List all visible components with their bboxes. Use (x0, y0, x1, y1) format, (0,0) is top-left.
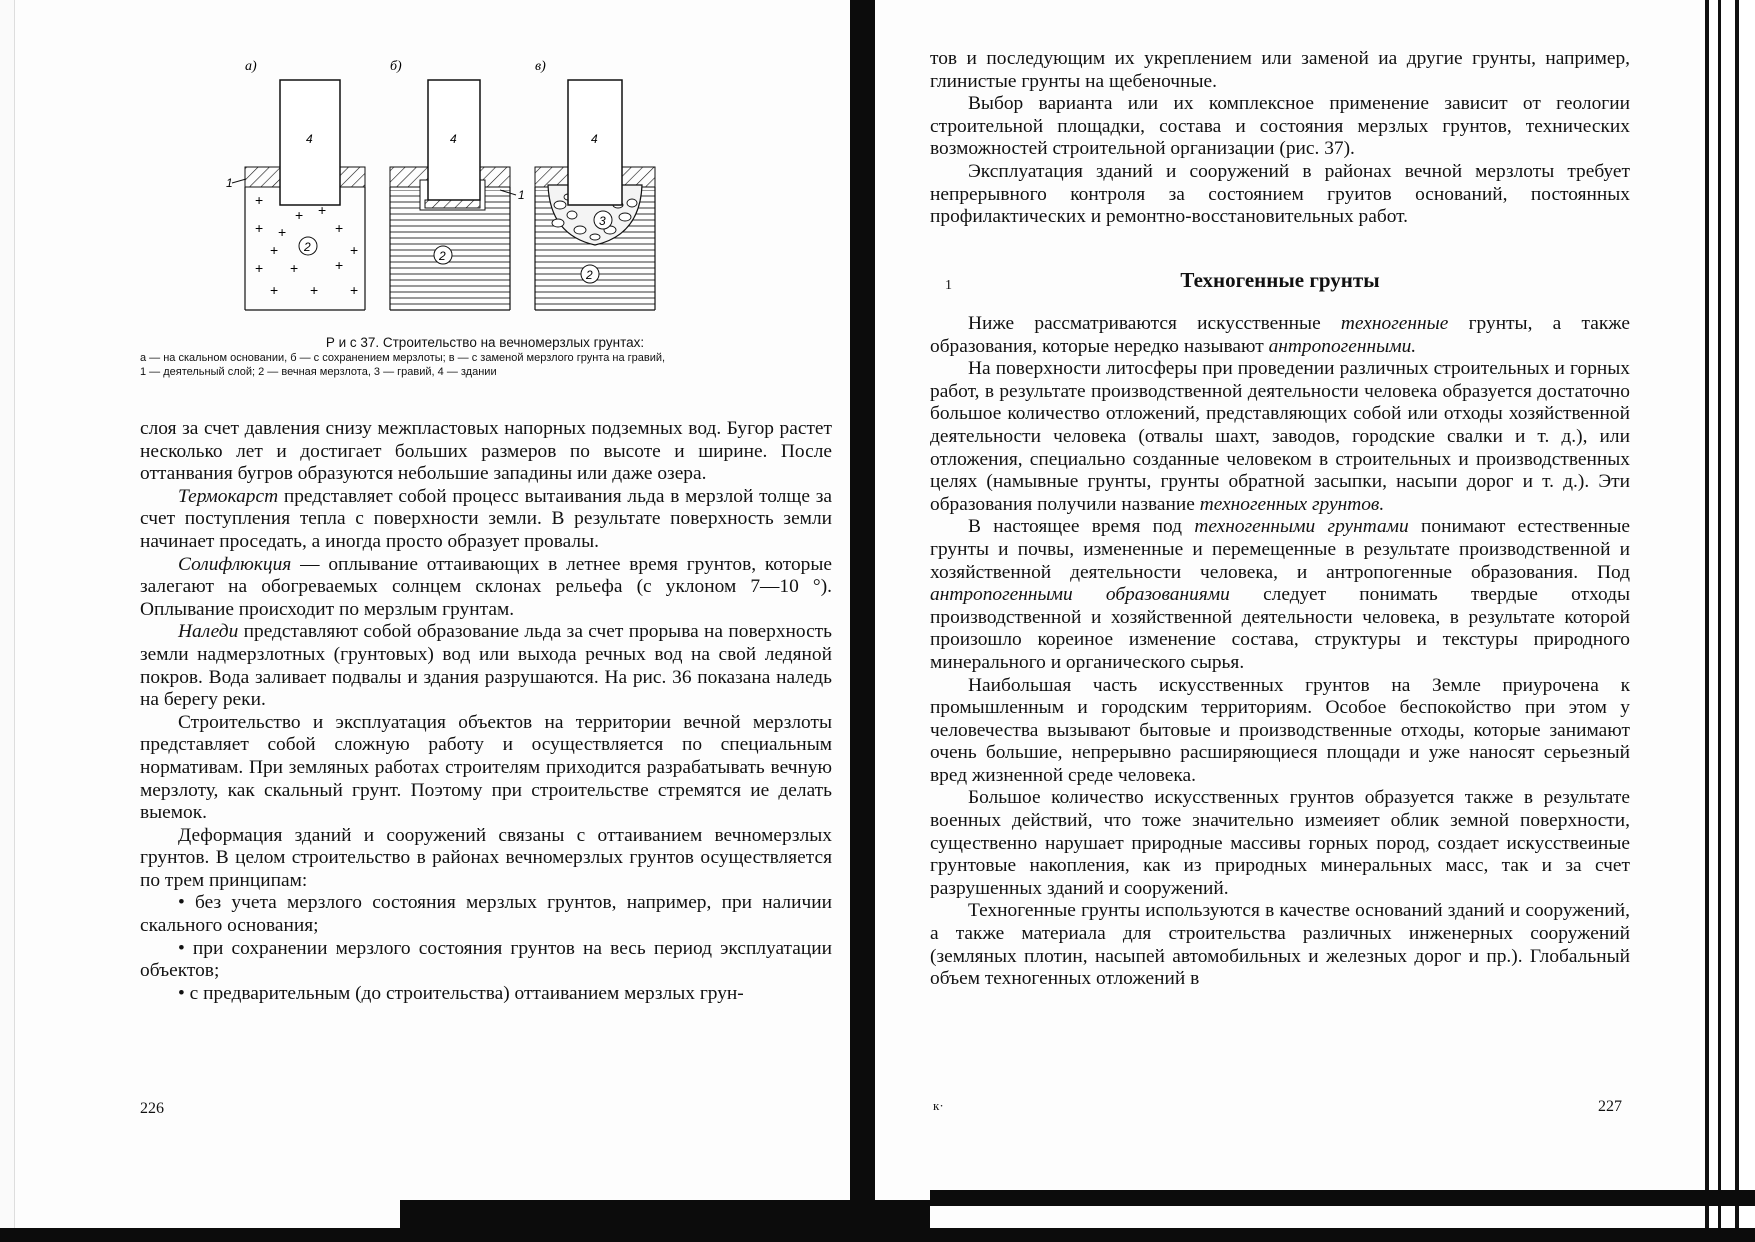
page-number-left: 226 (140, 1100, 164, 1117)
caption-line-1: а — на скальном основании, б — с сохранением мерзлоты; в — с заменой мерзлого грунта на гравий, (140, 352, 666, 364)
book-binding (850, 0, 875, 1242)
paragraph: Наибольшая часть искусственных грунтов на Земле приурочена к промышленным и городским территориям. Особое беспокойство при этом у человечества вызывают бытовые и производственные отходы, которые занимают очень большие, непрерывно расширяющиеся площади и уже наносят серьезный вред жизненной среде человека. (930, 674, 1630, 786)
gravel-mark: 3 (599, 214, 606, 228)
panel-c (535, 80, 655, 310)
term: Солифлюкция (178, 553, 292, 575)
paragraph: Большое количество искусственных грунтов образуется также в результате военных действий, что тоже значительно измеияет облик земной поверхности, существенно нарушает природные массивы горных пород, создает искусствеиные грунтовые накопления, как из природных минеральных масс, так и за счет разрушенных зданий и сооружений. (930, 787, 1630, 899)
svg-text:+: + (335, 220, 344, 236)
paragraph: На поверхности литосферы при проведении различных строительных и горных работ, в результате производственной деятельности человека образуется достаточно большое количество отложений, представляющих собой или отходы хозяйственной деятельности человека (отвалы шахт, заводов, городские свалки и т. д.), или отложения, специально созданные человеком в строительных и производственных целях (намывные грунты, грунты обратной засыпки, насыпи дорог и т. д.). Эти образования получили название техногенных грунтов. (930, 358, 1630, 515)
scan-bottom-shadow-center (400, 1200, 930, 1242)
paragraph: Техногенные грунты используются в качестве оснований зданий и сооружений, а также материала для строительства различных инженерных сооружений (земляных плотин, насыпей автомобильных и железных дорог и пр.). Глобальный объем техногенных отложений в (930, 900, 1630, 990)
paragraph: Деформация зданий и сооружений связаны с оттаиванием вечномерзлых грунтов. В целом строительство в районах вечномерзлых грунтов осуществляется по трем принципам: (140, 824, 832, 891)
right-page (875, 0, 1705, 1242)
frozen-mark-c: 2 (586, 268, 593, 282)
paragraph: Выбор варианта или их комплексное применение зависит от геологии строительной площадки, состава и состояния мерзлых грунтов, технических возможностей строительной организации (рис. 37). (930, 93, 1630, 160)
caption-title: Р и с 37. Строительство на вечномерзлых грунтах: (325, 335, 645, 350)
frozen-mark-b: 2 (439, 249, 446, 263)
panel-b (390, 80, 525, 310)
term: техногенных грунтов. (1199, 493, 1385, 515)
page-number-right: 227 (1598, 1098, 1622, 1115)
term: Наледи (178, 621, 239, 643)
figure-37 (200, 55, 760, 320)
left-body-text (140, 418, 832, 1005)
svg-text:+: + (255, 192, 264, 208)
svg-text:+: + (318, 202, 327, 218)
svg-text:+: + (278, 224, 287, 240)
term: техногенными грунтами (1194, 516, 1409, 538)
svg-text:+: + (270, 242, 279, 258)
frozen-mark-a: 2 (304, 240, 311, 254)
paragraph: Эксплуатация зданий и сооружений в районах вечной мерзлоты требует непрерывного контроля за состоянием груитов оснований, постоянных профилактических и ремонтно-восстановительных работ. (930, 160, 1630, 228)
paragraph: слоя за счет давления снизу межпластовых напорных подземных вод. Бугор растет несколько лет и достигает больших размеров по высоте и ширине. После оттанвания бугров образуются небольшие западины или даже озера. (140, 418, 832, 485)
paragraph: тов и последующим их укреплением или заменой иа другие грунты, например, глинистые грунты на щебеночные. (930, 48, 1630, 92)
svg-text:+: + (290, 260, 299, 276)
svg-text:+: + (270, 282, 279, 298)
term: антропогенными. (1268, 335, 1417, 357)
right-page-edge (1705, 0, 1755, 1242)
building-mark-b: 4 (450, 132, 457, 146)
building-mark-c: 4 (591, 132, 598, 146)
svg-text:+: + (335, 257, 344, 273)
left-page-edge (0, 0, 15, 1242)
paragraph-thermokarst: Термокарст представляет собой процесс вытаивания льда в мерзлой толще за счет поступления тепла с поверхности земли. В результате поверхность земли начинает проседать, а иногда просто образует провалы. (140, 485, 832, 552)
paragraph-intro: Ниже рассматриваются искусственные техногенные грунты, а также образования, которые нередко называют антропогенными. (930, 313, 1630, 357)
paragraph-naledi: Наледи представляют собой образование льда за счет прорыва на поверхность земли надмерзлотных (грунтовых) вод или выхода речных вод на свой ледяной покров. Вода заливает подвалы и здания разрушаются. На рис. 36 показана наледь на берегу реки. (140, 621, 832, 711)
figure-caption (140, 335, 830, 378)
left-page (0, 0, 850, 1242)
panel-a (226, 80, 365, 310)
panel-label-b: б) (390, 59, 402, 74)
layer-mark-b: 1 (518, 188, 525, 202)
term: техногенные (1340, 313, 1449, 334)
panel-label-c: в) (535, 59, 546, 74)
paragraph: Строительство и эксплуатация объектов на территории вечной мерзлоты представляет собой сложную работу и осуществляется по специальным нормативам. При земляных работах строителям приходится разрабатывать вечную мерзлоту, как скальный грунт. Поэтому при строительстве стремятся ие делать выемок. (140, 711, 832, 824)
svg-text:+: + (255, 220, 264, 236)
term: антропогенными образованиями (930, 584, 1230, 606)
svg-text:+: + (350, 282, 359, 298)
section-heading: Техногенные грунты (1180, 268, 1380, 292)
right-body-text-top (930, 48, 1630, 229)
layer-mark: 1 (226, 176, 233, 190)
scan-bottom-shadow-right (930, 1190, 1755, 1206)
paragraph-definition: В настоящее время под техногенными грунтами понимают естественные грунты и почвы, измененные и перемещенные в результате производственной и хозяйственной деятельности человека, и антропогенные образования. Под антропогенными образованиями следует понимать твердые отходы производственной и хозяйственной деятельности человека, в результате которой произошло кореиное изменение состава, структуры и текстуры природного минерального и органического сырья. (930, 516, 1630, 673)
bottom-mark: к· (933, 1098, 944, 1113)
bullet-item: • при сохранении мерзлого состояния грунтов на весь период эксплуатации объектов; (140, 937, 832, 982)
svg-text:+: + (350, 242, 359, 258)
building-mark-a: 4 (306, 132, 313, 146)
term: Термокарст (178, 485, 279, 507)
svg-text:+: + (310, 282, 319, 298)
panel-label-a: а) (245, 59, 257, 74)
paragraph-solifluction: Солифлюкция — оплывание оттаивающих в летнее время грунтов, которые залегают на обогреваемых солнцем склонах рельефа (с уклоном 7—10 °). Оплывание происходит по мерзлым грунтам. (140, 553, 832, 620)
right-body-text (930, 313, 1630, 991)
svg-text:+: + (295, 207, 304, 223)
margin-mark: 1 (945, 278, 952, 293)
caption-line-2: 1 — деятельный слой; 2 — вечная мерзлота, 3 — гравий, 4 — здании (140, 366, 497, 378)
bullet-item: • без учета мерзлого состояния мерзлых грунтов, например, при наличии скального основания; (140, 892, 832, 937)
bullet-item: • с предварительным (до строительства) оттаиванием мерзлых грун- (178, 982, 744, 1004)
svg-text:+: + (255, 260, 264, 276)
